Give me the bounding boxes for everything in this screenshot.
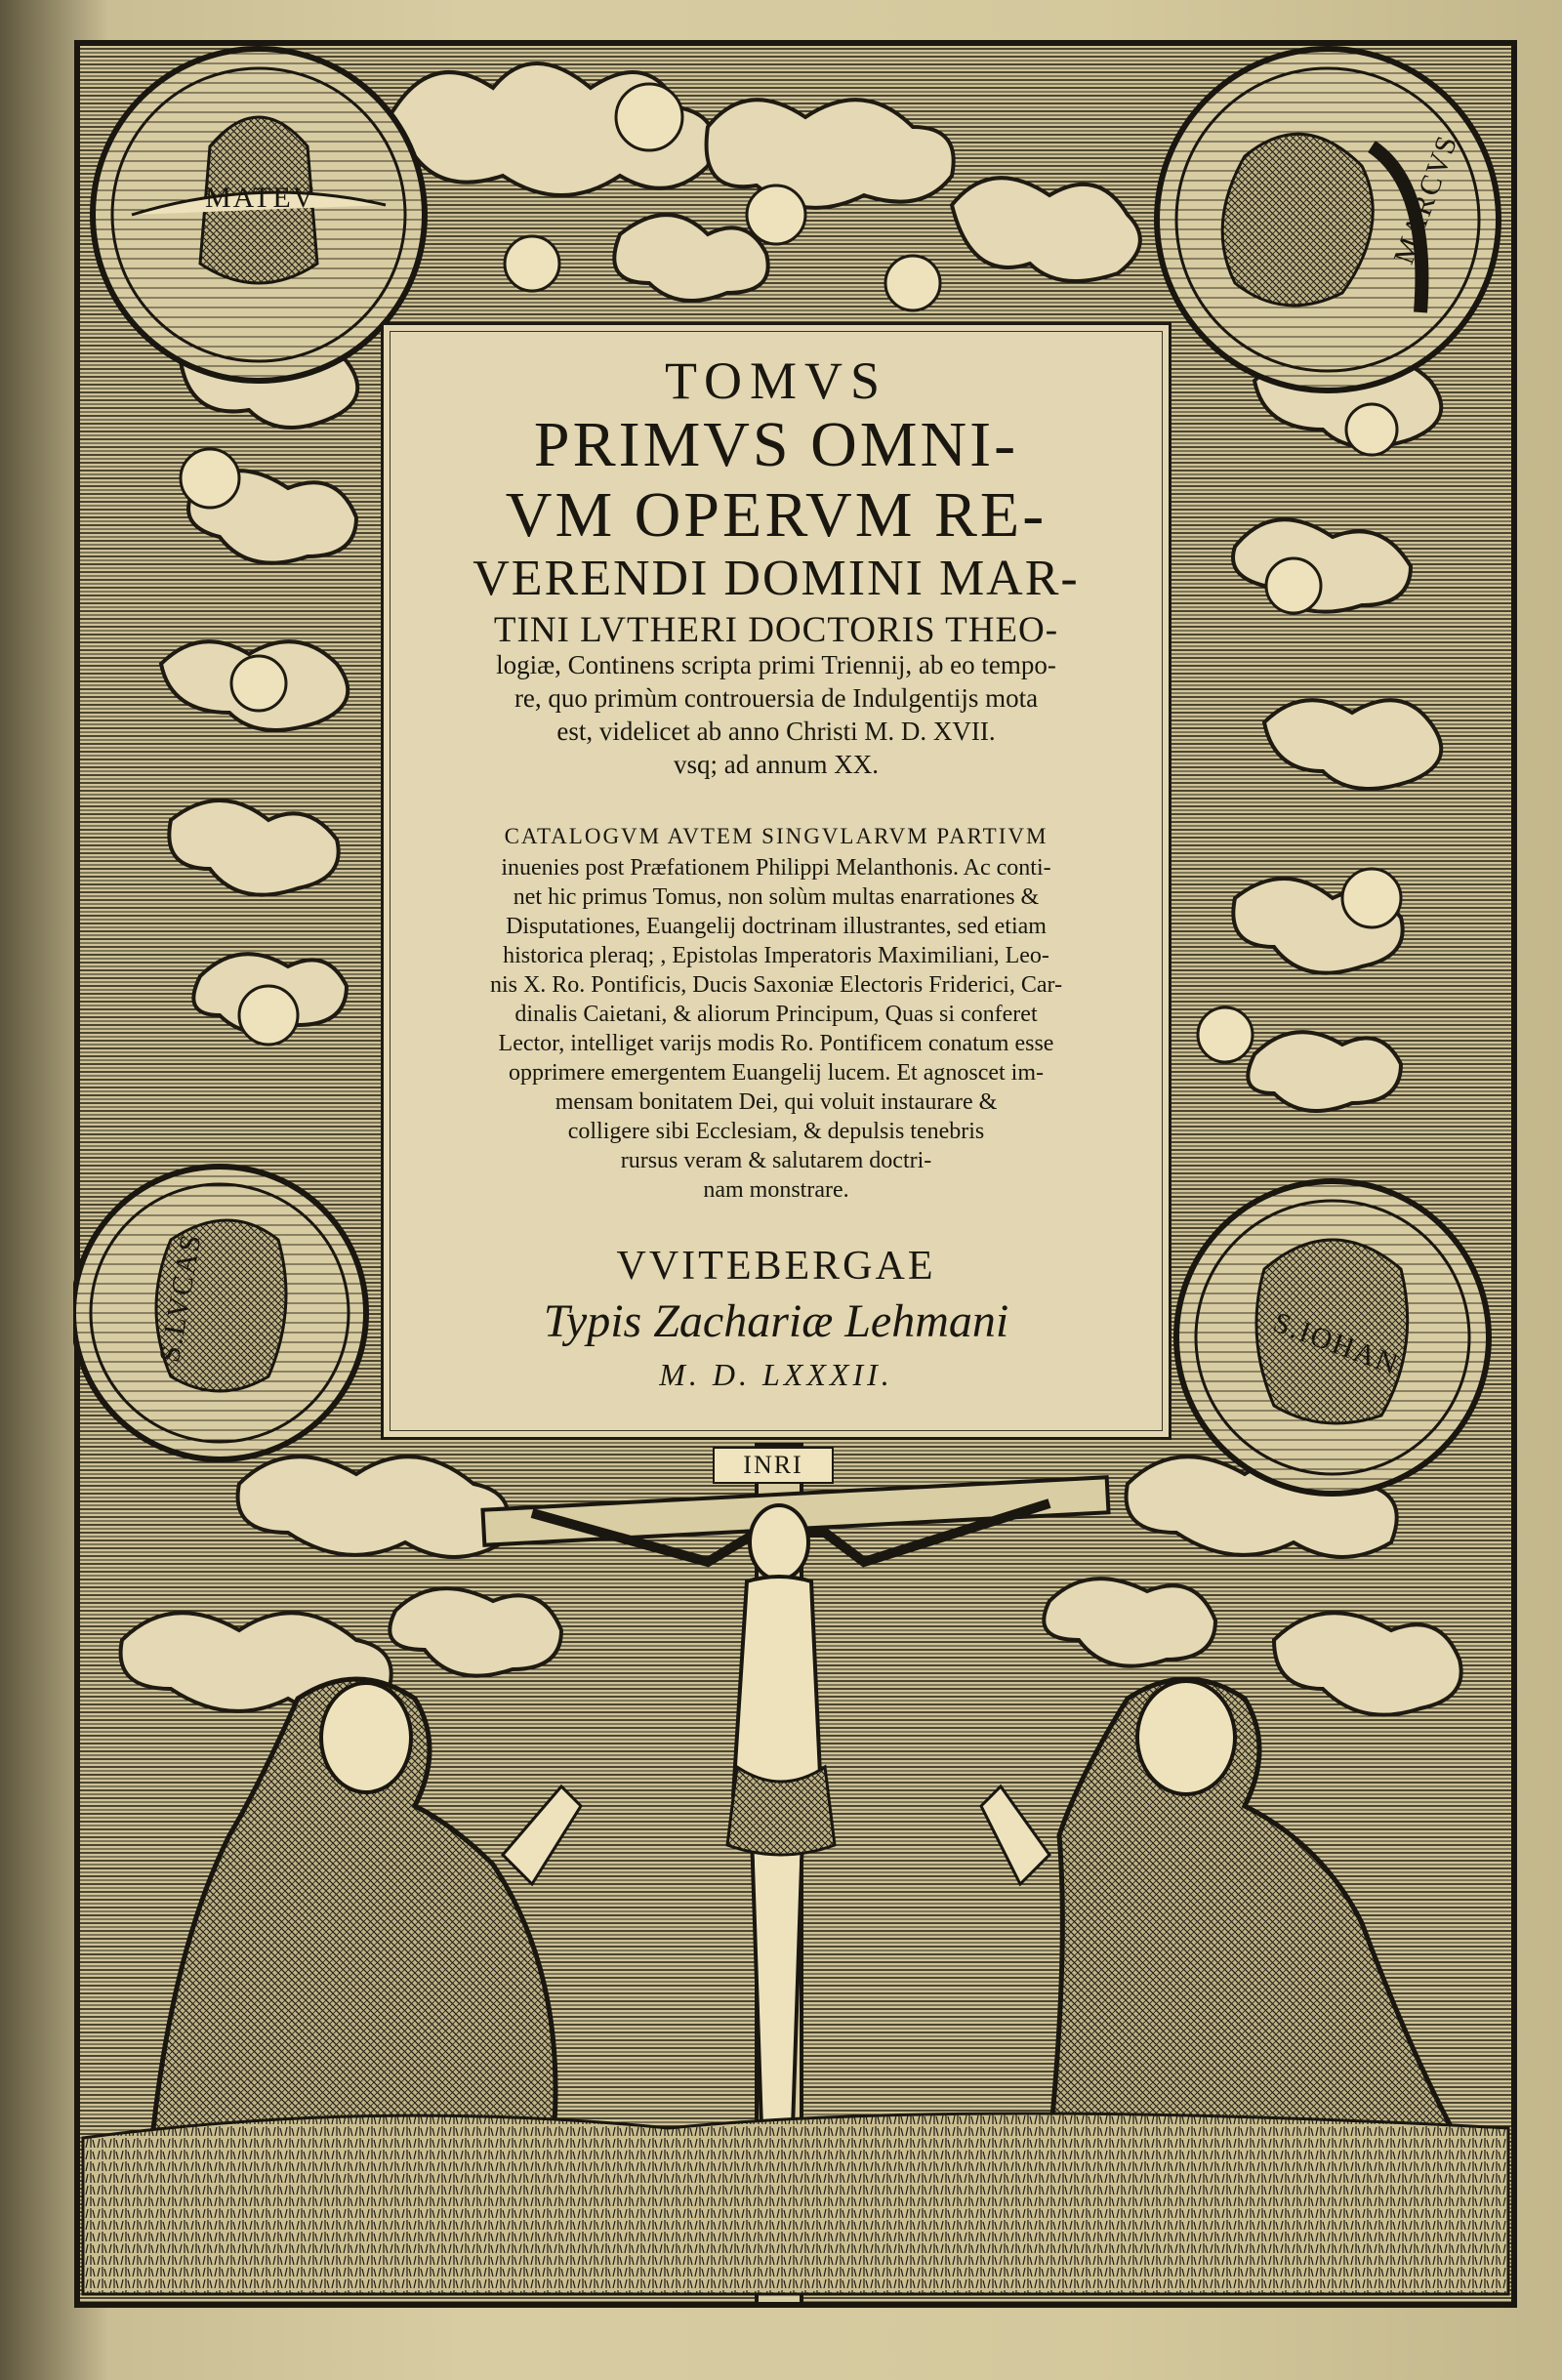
catalogue-line: mensam bonitatem Dei, qui voluit instaurare & — [555, 1089, 998, 1115]
medallion-label-luke: S.LVCAS — [153, 1230, 208, 1366]
catalogue-line: net hic primus Tomus, non solùm multas enarrationes & — [513, 884, 1040, 910]
catalogue-line: opprimere emergentem Euangelij lucem. Et agnoscet im- — [508, 1060, 1045, 1086]
inri-placard: INRI — [713, 1447, 834, 1484]
medallion-mark — [1157, 49, 1499, 390]
title-panel — [381, 322, 1172, 1440]
title-line-8: est, videlicet ab anno Christi M. D. XVII. — [556, 717, 996, 746]
medallion-label-mark: MARCVS — [1387, 130, 1464, 268]
medallion-john — [1176, 1181, 1489, 1494]
catalogue-line: dinalis Caietani, & aliorum Principum, Quas si conferet — [514, 1002, 1038, 1027]
title-line-6: logiæ, Continens scripta primi Triennij, ab eo tempo- — [496, 650, 1056, 679]
medallion-matthew — [93, 49, 425, 381]
catalogue-line: Disputationes, Euangelij doctrinam illustrantes, sed etiam — [506, 914, 1047, 939]
catalogue-line: nam monstrare. — [703, 1177, 849, 1203]
medallion-label-john: S.IOHAN — [1268, 1306, 1404, 1382]
title-line-1: TOMVS — [664, 351, 888, 410]
imprint-place: VVITEBERGAE — [616, 1244, 936, 1289]
title-line-4: VERENDI DOMINI MAR- — [473, 551, 1080, 606]
title-line-9: vsq; ad annum XX. — [674, 750, 879, 779]
title-line-3: VM OPERVM RE- — [505, 479, 1048, 551]
title-line-2: PRIMVS OMNI- — [533, 409, 1019, 480]
medallion-luke — [73, 1167, 366, 1459]
catalogue-line: historica pleraq; , Epistolas Imperatoris Maximiliani, Leo- — [503, 943, 1049, 968]
catalogue-line: colligere sibi Ecclesiam, & depulsis tenebris — [567, 1119, 985, 1144]
ground — [83, 2113, 1508, 2294]
catalogue-line: rursus veram & salutarem doctri- — [620, 1148, 932, 1173]
catalogue-heading: CATALOGVM AVTEM SINGVLARVM PARTIVM — [504, 824, 1048, 848]
medallion-label-matthew: MATEV — [205, 182, 316, 214]
catalogue-line: inuenies post Præfationem Philippi Melanthonis. Ac conti- — [501, 855, 1051, 881]
imprint-year: M. D. LXXXII. — [659, 1357, 893, 1392]
catalogue-line: nis X. Ro. Pontificis, Ducis Saxoniæ Electoris Friderici, Car- — [489, 972, 1063, 998]
title-line-7: re, quo primùm controuersia de Indulgentijs mota — [514, 683, 1039, 713]
imprint-printer: Typis Zachariæ Lehmani — [543, 1295, 1009, 1347]
title-line-5: TINI LVTHERI DOCTORIS THEO- — [493, 610, 1059, 650]
catalogue-line: Lector, intelliget varijs modis Ro. Pontificem conatum esse — [498, 1031, 1054, 1056]
